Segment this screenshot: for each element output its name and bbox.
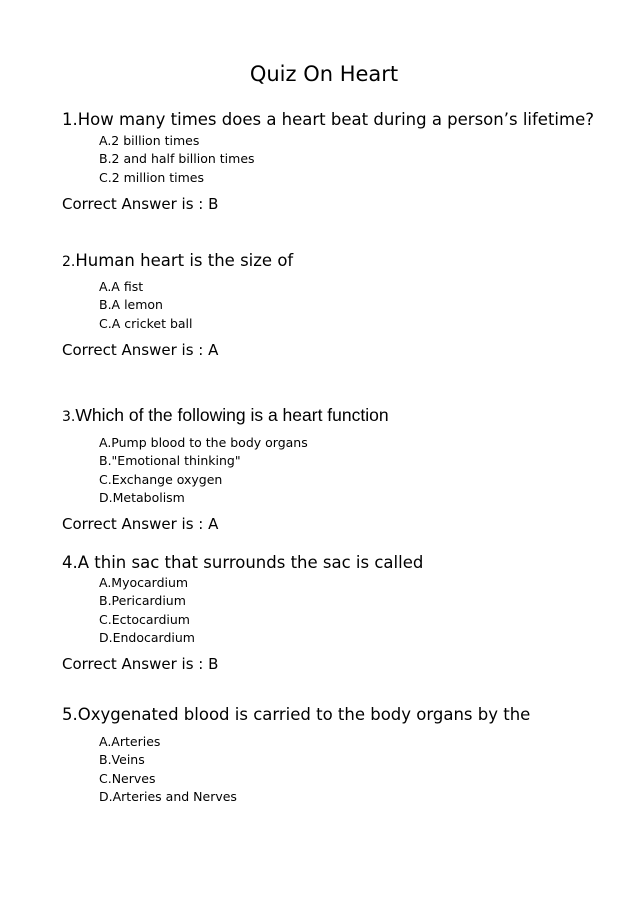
- option: C.Nerves: [99, 770, 156, 786]
- correct-answer-4: Correct Answer is : B: [62, 655, 219, 673]
- option: D.Endocardium: [99, 629, 195, 645]
- correct-answer-2: Correct Answer is : A: [62, 341, 219, 359]
- question-4: [62, 553, 423, 572]
- correct-answer-1: Correct Answer is : B: [62, 195, 219, 213]
- option: D.Arteries and Nerves: [99, 788, 237, 804]
- options-4: [99, 574, 195, 647]
- option: A.Arteries: [99, 734, 161, 749]
- option: A.Pump blood to the body organs: [99, 435, 308, 450]
- option: B.A lemon: [99, 297, 163, 313]
- option: B."Emotional thinking": [99, 453, 241, 469]
- question-text: How many times does a heart beat during a person’s lifetime?: [77, 110, 594, 129]
- option: B.Pericardium: [99, 593, 186, 609]
- question-text: Oxygenated blood is carried to the body organs by the: [77, 705, 531, 724]
- options-1: [99, 132, 255, 187]
- question-number: 2.: [62, 254, 76, 270]
- question-text: Which of the following is a heart function: [75, 405, 389, 425]
- question-5: [62, 705, 530, 724]
- option: A.Myocardium: [99, 575, 189, 590]
- option: C.2 million times: [99, 169, 204, 185]
- question-text: A thin sac that surrounds the sac is called: [77, 553, 424, 572]
- option: C.Ectocardium: [99, 611, 190, 627]
- option: C.A cricket ball: [99, 315, 193, 331]
- question-number: 3.: [62, 409, 76, 425]
- page-title: Quiz On Heart: [249, 62, 399, 86]
- options-2: [99, 278, 192, 333]
- option: C.Exchange oxygen: [99, 471, 223, 487]
- options-3: [99, 434, 308, 507]
- question-2: [62, 251, 293, 270]
- correct-answer-3: Correct Answer is : A: [62, 515, 219, 533]
- options-5: [99, 733, 237, 806]
- option: B.2 and half billion times: [99, 151, 255, 167]
- option: A.A fist: [99, 279, 144, 294]
- question-number: 4.: [62, 553, 78, 572]
- question-3: [62, 405, 389, 426]
- option: B.Veins: [99, 752, 145, 768]
- question-number: 1.: [62, 110, 78, 129]
- option: D.Metabolism: [99, 489, 185, 505]
- question-text: Human heart is the size of: [75, 251, 294, 270]
- question-1: [62, 110, 594, 129]
- question-number: 5.: [62, 705, 78, 724]
- option: A.2 billion times: [99, 133, 200, 148]
